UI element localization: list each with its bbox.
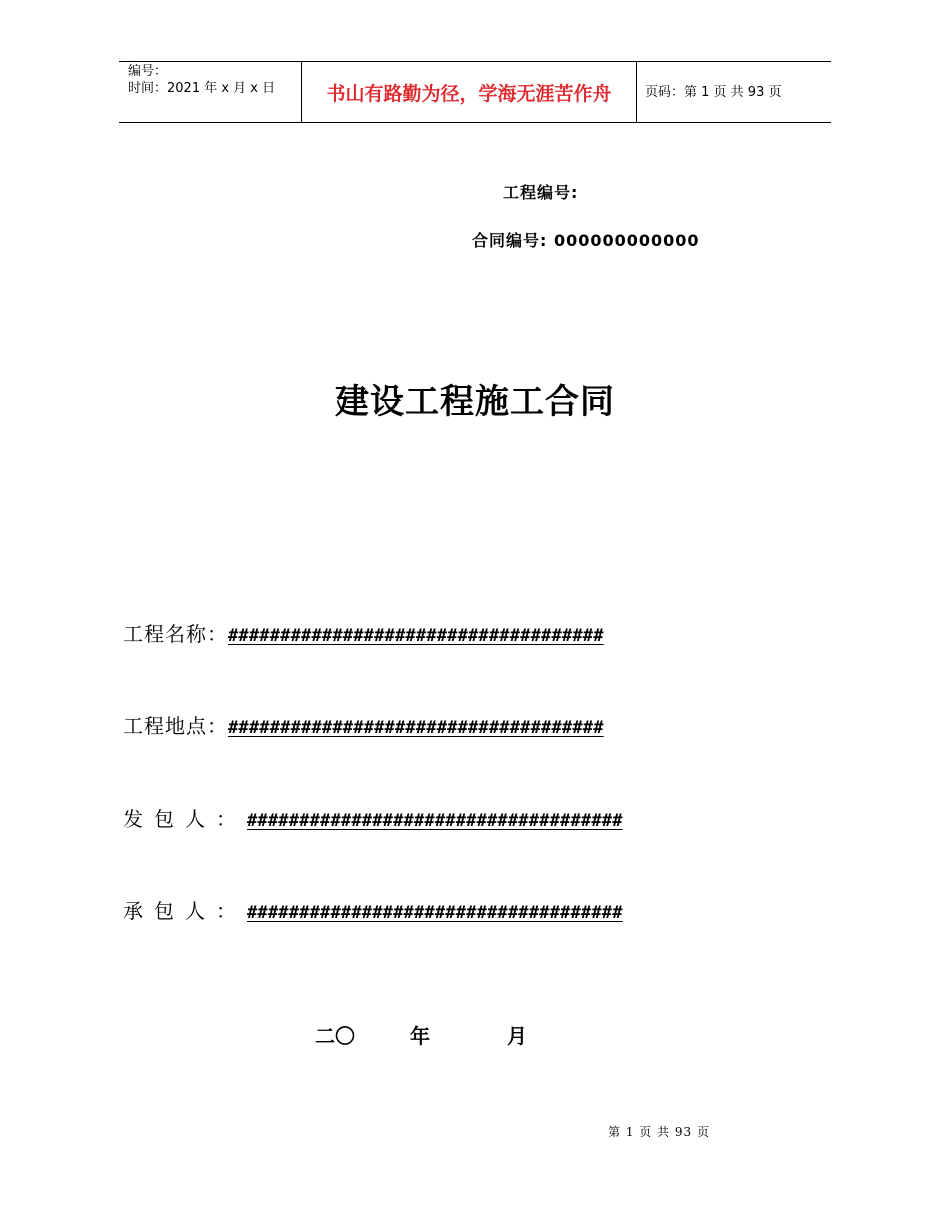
document-time-label: 时间：2021 年 x 月 x 日 xyxy=(128,81,276,96)
field-value: #################################### xyxy=(228,626,604,646)
document-title: 建设工程施工合同 xyxy=(335,382,615,422)
date-month: 月 xyxy=(507,1024,527,1048)
project-number: 工程编号: xyxy=(503,183,579,202)
field-value: #################################### xyxy=(247,811,623,831)
field-value: #################################### xyxy=(228,718,604,738)
header-page-number: 页码：第 1 页 共 93 页 xyxy=(645,85,782,100)
header-motto: 书山有路勤为径，学海无涯苦作舟 xyxy=(326,83,612,105)
field-label: 工程地点： xyxy=(123,714,228,738)
page-header xyxy=(119,61,831,123)
field-project-name xyxy=(123,618,604,647)
field-contractor xyxy=(123,895,623,924)
field-value: #################################### xyxy=(247,903,623,923)
field-label: 承包人： xyxy=(123,899,247,923)
field-label: 工程名称： xyxy=(123,622,228,646)
document-id-label: 编号： xyxy=(128,64,168,79)
contract-number: 合同编号: 000000000000 xyxy=(472,231,700,250)
date-year: 年 xyxy=(410,1024,430,1048)
page-footer: 第 1 页 共 93 页 xyxy=(608,1125,710,1139)
field-project-location xyxy=(123,710,604,739)
header-middle-cell xyxy=(301,62,637,122)
header-left-cell xyxy=(119,62,301,122)
date-era: 二〇 xyxy=(315,1024,355,1048)
header-right-cell xyxy=(637,62,831,122)
field-label: 发包人： xyxy=(123,807,247,831)
field-client xyxy=(123,803,623,832)
